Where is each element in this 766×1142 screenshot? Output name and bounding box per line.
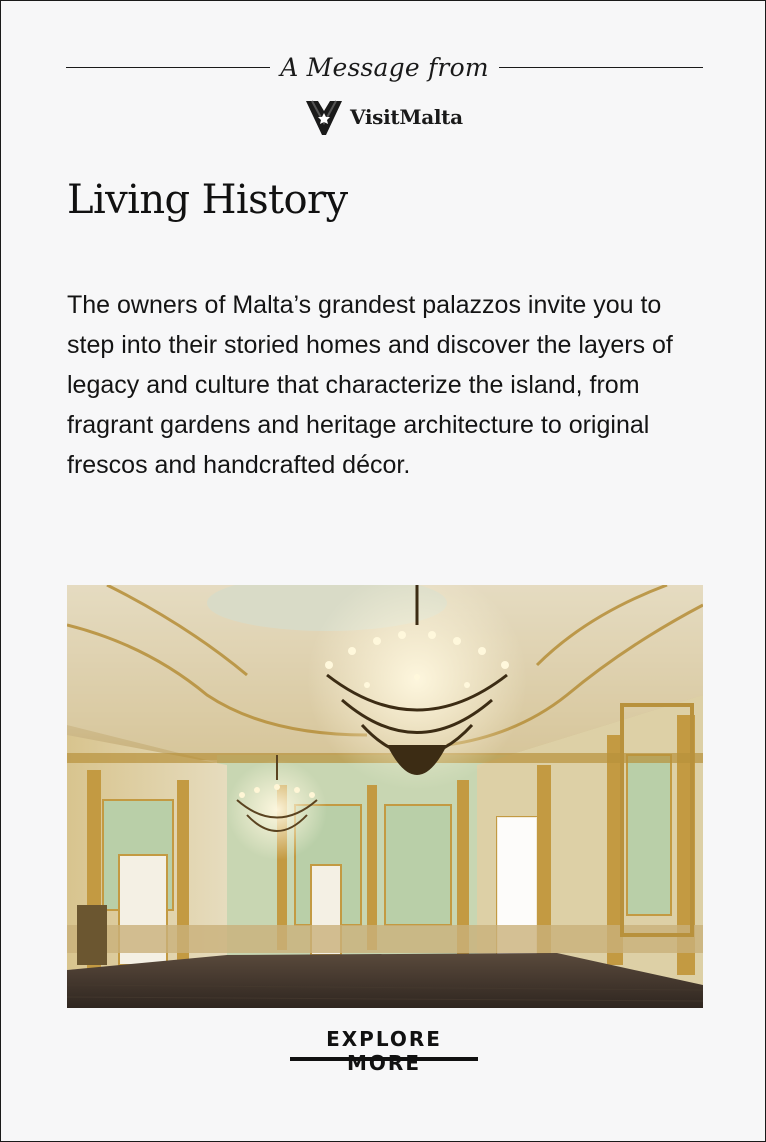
message-header bbox=[66, 53, 703, 85]
message-from-label: A Message from bbox=[280, 53, 489, 82]
hero-image[interactable] bbox=[67, 585, 703, 1008]
visitmalta-logo[interactable] bbox=[304, 97, 463, 137]
article-body: The owners of Malta’s grandest palazzos invite you to step into their storied homes and discover the layers of legacy and culture that characterize the island, from fragrant gardens and heritage architecture to original frescos and handcrafted décor. bbox=[67, 291, 673, 479]
visitmalta-emblem-icon bbox=[304, 97, 344, 137]
ballroom-illustration bbox=[67, 585, 703, 1008]
article-headline: Living History bbox=[67, 177, 348, 223]
explore-more-button[interactable]: EXPLORE MORE bbox=[290, 1027, 478, 1061]
divider-right bbox=[499, 67, 703, 68]
logo-wordmark: VisitMalta bbox=[350, 105, 463, 129]
